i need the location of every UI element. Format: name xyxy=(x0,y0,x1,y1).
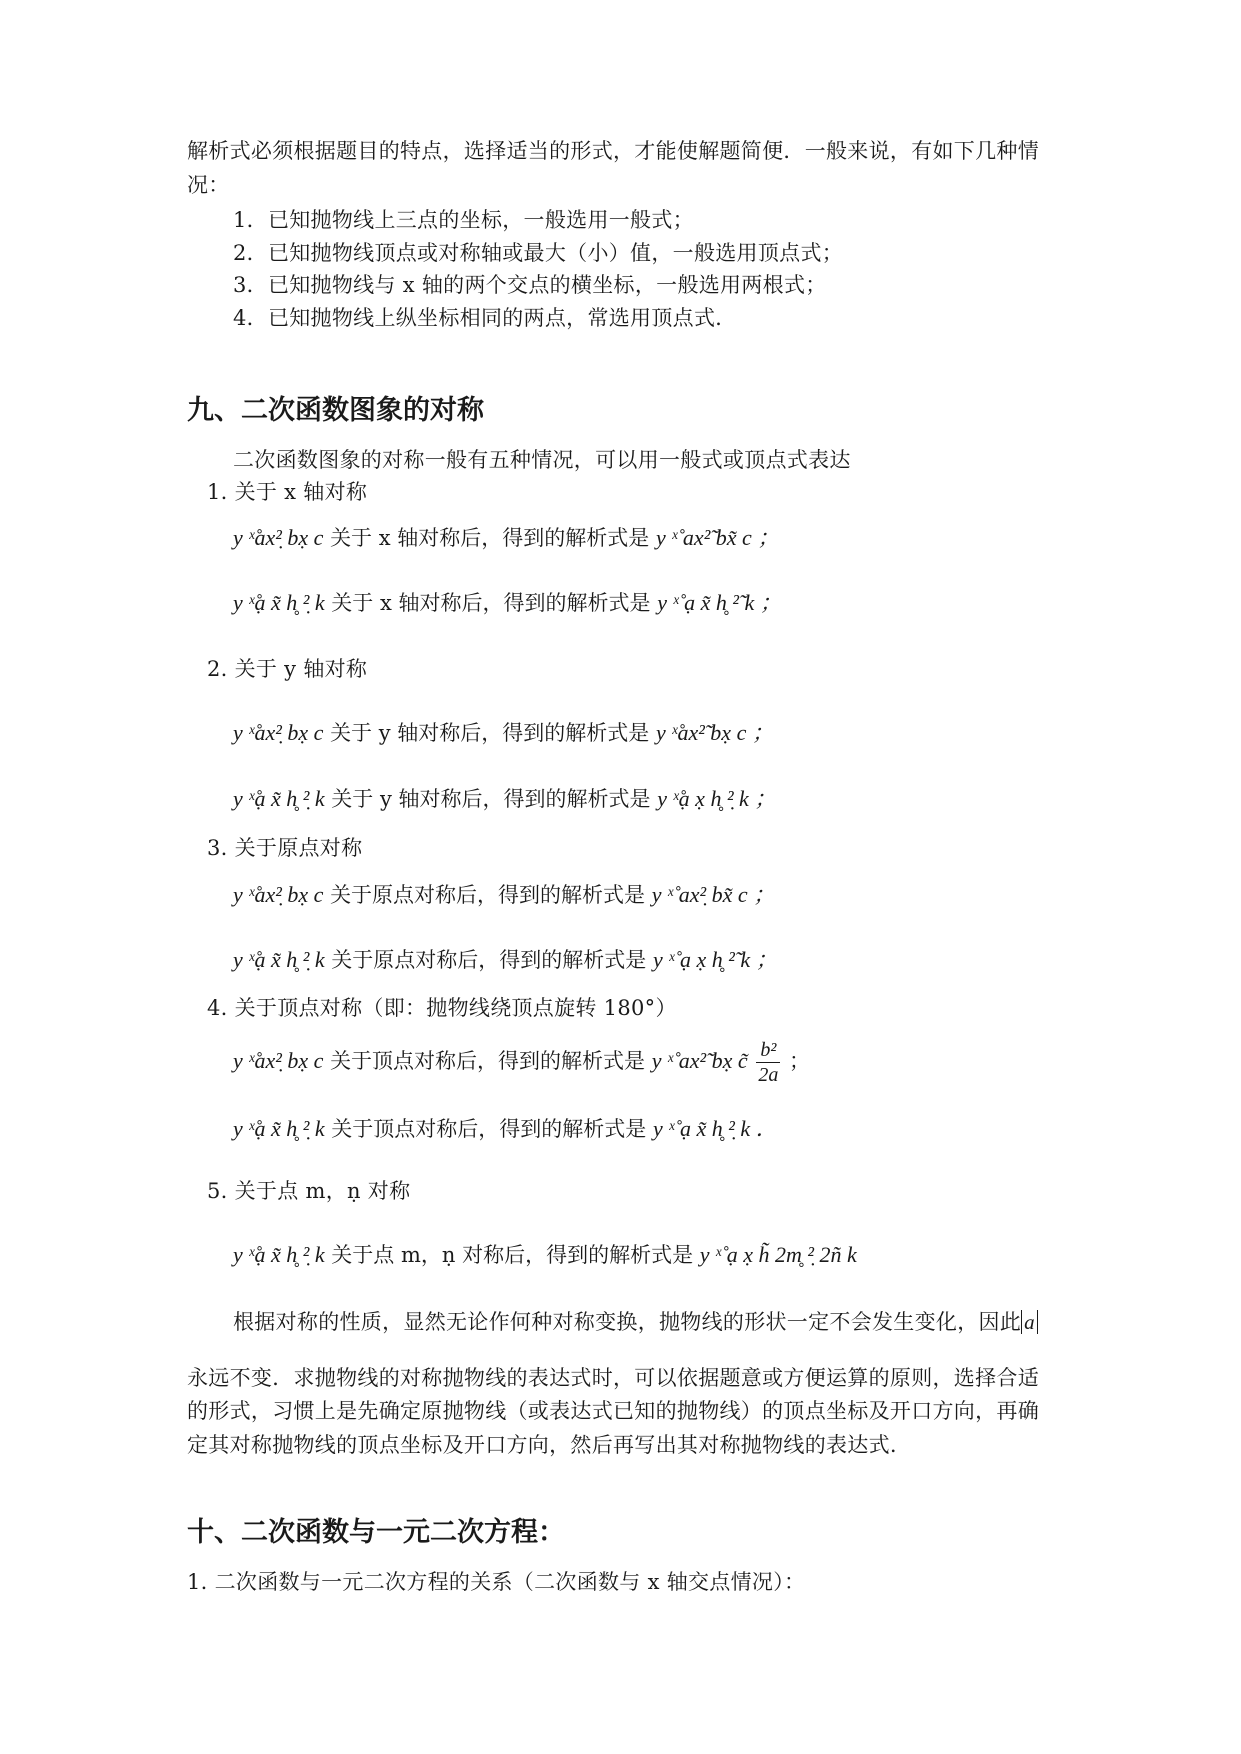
formula-right: y ˣ̊ ạ x̣ h̥ ²̃ k ； xyxy=(652,947,778,972)
closing-line-2: 永远不变．求抛物线的对称抛物线的表达式时，可以依据题意或方便运算的原则，选择合适 xyxy=(187,1366,1039,1390)
closing-line-4: 定其对称抛物线的顶点坐标及开口方向，然后再写出其对称抛物线的表达式. xyxy=(187,1433,897,1457)
formula-right: y ˣ̊ ạ x̃ h̥ ²̃ k ； xyxy=(657,590,782,615)
formula-right: y ˣ̊ ax²̃ bx̃ c ； xyxy=(655,525,780,550)
case-5-label: 5. 关于点 m，ṇ 对称 xyxy=(207,1179,411,1203)
intro-item-2: 2．已知抛物线顶点或对称轴或最大（小）值，一般选用顶点式； xyxy=(233,241,844,265)
formula-text: 关于 x 轴对称后，得到的解析式是 xyxy=(330,526,650,550)
case-2-formula-1 xyxy=(233,718,774,748)
case-5-formula-1 xyxy=(233,1240,857,1270)
intro-item-3: 3．已知抛物线与 x 轴的两个交点的横坐标，一般选用两根式； xyxy=(233,273,827,297)
formula-text: 关于 y 轴对称后，得到的解析式是 xyxy=(330,721,650,745)
case-4-formula-1 xyxy=(233,1038,810,1087)
case-1-formula-2 xyxy=(233,588,782,618)
closing-line-3: 的形式，习惯上是先确定原抛物线（或表达式已知的抛物线）的顶点坐标及开口方向，再确 xyxy=(187,1399,1039,1423)
fraction-numerator: b² xyxy=(756,1038,780,1063)
formula-left: y ˣ̊ax²̣ bx̣ c xyxy=(233,882,324,907)
formula-left: y ˣ̊ax²̣ bx̣ c xyxy=(233,525,324,550)
closing-line-1 xyxy=(233,1307,1038,1337)
formula-right: y ˣ̊ax²̃ bx̣ c ； xyxy=(655,720,774,745)
formula-text: 关于顶点对称后，得到的解析式是 xyxy=(331,1117,647,1141)
closing-text: 根据对称的性质，显然无论作何种对称变换，抛物线的形状一定不会发生变化，因此 xyxy=(233,1310,1022,1334)
formula-text: 关于顶点对称后，得到的解析式是 xyxy=(330,1049,646,1073)
fraction-denominator: 2a xyxy=(758,1064,779,1086)
abs-value-a: a xyxy=(1021,1310,1038,1334)
section-10-title: 十、二次函数与一元二次方程： xyxy=(187,1517,565,1548)
case-4-label: 4. 关于顶点对称（即：抛物线绕顶点旋转 180°） xyxy=(207,996,677,1020)
formula-right: y ˣ̊ ạ x̃ h̥ ²̣ k ． xyxy=(652,1116,778,1141)
case-1-label: 1. 关于 x 轴对称 xyxy=(207,480,368,504)
case-2-label: 2. 关于 y 轴对称 xyxy=(207,657,368,681)
formula-left: y ˣ̊ạ x̃ h̥ ²̣ k xyxy=(233,786,325,811)
case-4-formula-2 xyxy=(233,1114,778,1144)
formula-left: y ˣ̊ax²̣ bx̣ c xyxy=(233,720,324,745)
fraction xyxy=(756,1038,780,1087)
section-10-item-1: 1. 二次函数与一元二次方程的关系（二次函数与 x 轴交点情况）： xyxy=(187,1570,806,1594)
formula-text: 关于 x 轴对称后，得到的解析式是 xyxy=(331,591,651,615)
formula-left: y ˣ̊ạ x̃ h̥ ²̣ k xyxy=(233,1242,325,1267)
intro-item-4: 4．已知抛物线上纵坐标相同的两点，常选用顶点式． xyxy=(233,306,737,330)
formula-text: 关于 y 轴对称后，得到的解析式是 xyxy=(331,787,651,811)
formula-right: y ˣ̊ ax²̃ bx̣ c̃ xyxy=(651,1048,748,1073)
intro-line-1: 解析式必须根据题目的特点，选择适当的形式，才能使解题简便．一般来说，有如下几种情 xyxy=(187,139,1039,163)
formula-text: 关于原点对称后，得到的解析式是 xyxy=(330,883,646,907)
intro-line-2: 况： xyxy=(187,173,230,197)
case-2-formula-2 xyxy=(233,784,776,814)
section-9-lead: 二次函数图象的对称一般有五种情况，可以用一般式或顶点式表达 xyxy=(233,448,851,472)
formula-left: y ˣ̊ax²̣ bx̣ c xyxy=(233,1048,324,1073)
intro-item-1: 1．已知抛物线上三点的坐标，一般选用一般式； xyxy=(233,208,694,232)
formula-text: 关于原点对称后，得到的解析式是 xyxy=(331,948,647,972)
formula-left: y ˣ̊ạ x̃ h̥ ²̣ k xyxy=(233,1116,325,1141)
case-3-formula-2 xyxy=(233,945,778,975)
formula-right: y ˣ̊ ạ x̣ h̃ 2m̥ ²̣ 2ñ k xyxy=(699,1242,857,1267)
formula-right: y ˣ̊ạ x̣ h̥ ²̣ k ； xyxy=(657,786,777,811)
formula-text: 关于点 m，ṇ 对称后，得到的解析式是 xyxy=(331,1243,694,1267)
case-3-formula-1 xyxy=(233,880,775,910)
section-9-title: 九、二次函数图象的对称 xyxy=(187,395,484,426)
formula-right: y ˣ̊ ax²̣ bx̃ c ； xyxy=(651,882,776,907)
formula-left: y ˣ̊ạ x̃ h̥ ²̣ k xyxy=(233,947,325,972)
formula-end: ； xyxy=(789,1049,810,1073)
case-1-formula-1 xyxy=(233,523,779,553)
case-3-label: 3. 关于原点对称 xyxy=(207,836,363,860)
formula-left: y ˣ̊ạ x̃ h̥ ²̣ k xyxy=(233,590,325,615)
